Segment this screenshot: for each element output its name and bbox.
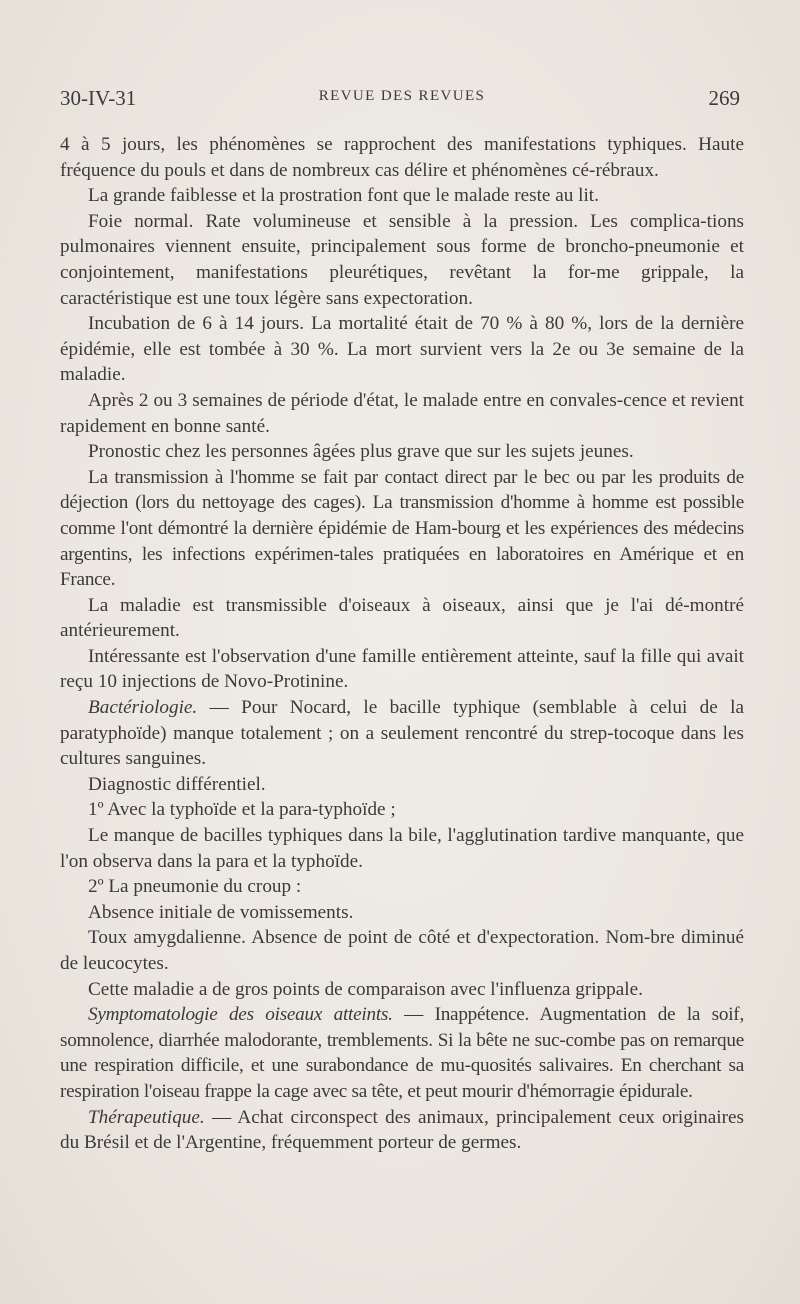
paragraph: Le manque de bacilles typhiques dans la bile, l'agglutination tardive manquante, que l'on observa dans la para et la typhoïde.	[60, 825, 744, 872]
paragraph: La maladie est transmissible d'oiseaux à oiseaux, ainsi que je l'ai dé-montré antérieurement.	[60, 594, 744, 642]
paragraph: Toux amygdalienne. Absence de point de côté et d'expectoration. Nom-bre diminué de leucocytes.	[60, 927, 744, 974]
paragraph	[60, 1002, 744, 1104]
paragraph	[60, 695, 744, 772]
paragraph: Cette maladie a de gros points de comparaison avec l'influenza grippale.	[88, 978, 643, 1000]
header-journal-title: REVUE DES REVUES	[318, 88, 486, 104]
paragraph: Après 2 ou 3 semaines de période d'état, le malade entre en convales-cence et revient rapidement en bonne santé.	[60, 389, 744, 437]
page-number: 269	[708, 86, 740, 110]
paragraph: Incubation de 6 à 14 jours. La mortalité était de 70 % à 80 %, lors de la dernière épidémie, elle est tombée à 30 %. La mort survient vers la 2e ou 3e semaine de la maladie.	[60, 313, 744, 386]
section-heading-symptomatologie: Symptomatologie des oiseaux atteints.	[88, 1004, 393, 1026]
paragraph-text: — Achat circonspect des animaux, principalement ceux originaires du Brésil et de l'Argentine, fréquemment porteur de germes.	[60, 1106, 744, 1154]
header-date: 30-IV-31	[60, 86, 137, 110]
section-heading-bacteriologie: Bactériologie.	[88, 697, 198, 719]
paragraph: Pronostic chez les personnes âgées plus grave que sur les sujets jeunes.	[88, 441, 634, 463]
section-heading-therapeutique: Thérapeutique.	[88, 1106, 205, 1128]
paragraph: Absence initiale de vomissements.	[88, 901, 354, 923]
paragraph: Intéressante est l'observation d'une famille entièrement atteinte, sauf la fille qui avait reçu 10 injections de Novo-Protinine.	[60, 645, 744, 693]
paragraph: Foie normal. Rate volumineuse et sensible à la pression. Les complica-tions pulmonaires viennent ensuite, principalement sous forme de broncho-pneumonie et conjointement, manifestations pleurétiques, revêtant la for-me grippale, la caractéristique est une toux légère sans expectoration.	[60, 210, 744, 309]
paragraph-continued: 4 à 5 jours, les phénomènes se rapprochent des manifestations typhiques. Haute fréquence du pouls et dans de nombreux cas délire et phénomènes cé-rébraux.	[60, 134, 744, 181]
paragraph: La transmission à l'homme se fait par contact direct par le bec ou par les produits de déjection (lors du nettoyage des cages). La transmission d'homme à homme est possible comme l'ont démontré la dernière épidémie de Ham-bourg et les expériences des médecins argentins, les infections expérimen-tales pratiquées en laboratoires en Amérique et en France.	[60, 466, 744, 591]
running-header	[60, 86, 744, 112]
article-body	[60, 132, 744, 1156]
paragraph: La grande faiblesse et la prostration font que le malade reste au lit.	[88, 185, 599, 207]
paragraph: 1º Avec la typhoïde et la para-typhoïde ;	[88, 799, 396, 821]
paragraph-text: — Pour Nocard, le bacille typhique (semblable à celui de la paratyphoïde) manque totalement ; on a seulement rencontré du strep-tocoque dans les cultures sanguines.	[60, 697, 744, 770]
paragraph	[60, 1105, 744, 1156]
paragraph-text: — Inappétence. Augmentation de la soif, somnolence, diarrhée malodorante, tremblements. Si la bête ne suc-combe pas on remarque une respiration difficile, et une surabondance de mu-quosités salivaires. En cherchant sa respiration l'oiseau frappe la cage avec sa tête, et peut mourir d'hémorragie épidurale.	[60, 1004, 744, 1102]
paragraph: Diagnostic différentiel.	[88, 773, 266, 795]
paragraph: 2º La pneumonie du croup :	[88, 876, 302, 898]
